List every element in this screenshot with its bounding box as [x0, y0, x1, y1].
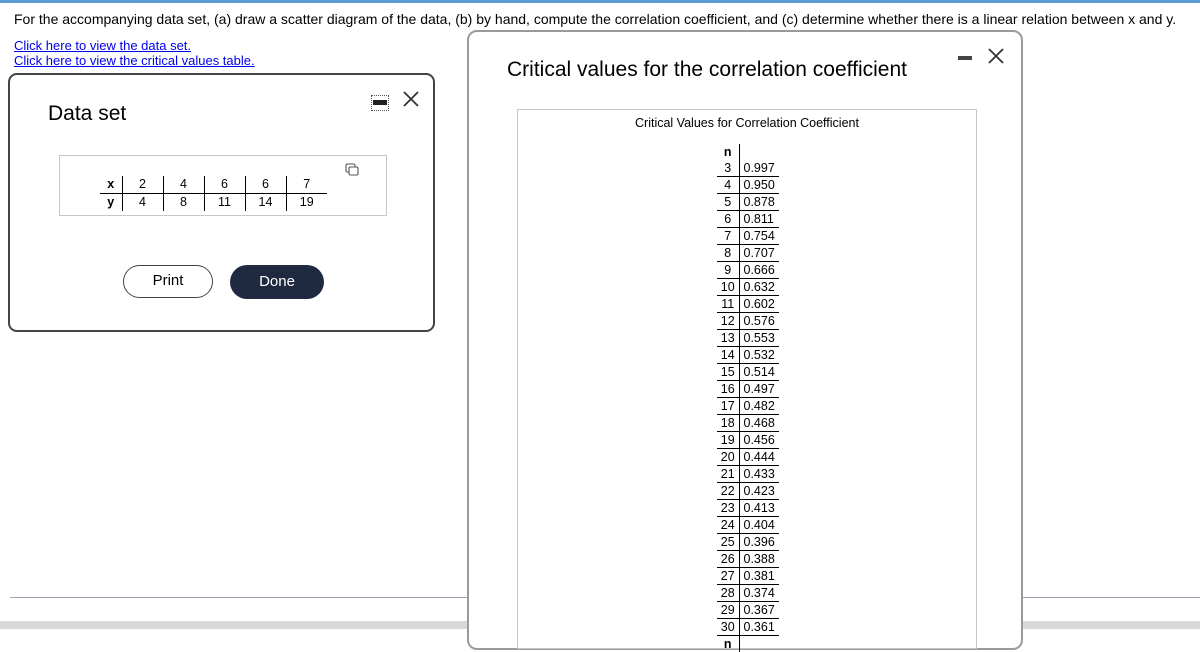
- sample-size-cell: 28: [717, 585, 739, 602]
- y-value-cell: 11: [204, 194, 245, 212]
- top-accent-rule: [0, 0, 1200, 3]
- y-row-label: y: [100, 194, 122, 212]
- table-row: [717, 245, 779, 262]
- minimize-icon[interactable]: [956, 52, 974, 64]
- sample-size-cell: 24: [717, 517, 739, 534]
- critical-value-cell: 0.754: [739, 228, 779, 245]
- sample-size-cell: 30: [717, 619, 739, 636]
- minimize-icon[interactable]: [371, 95, 389, 111]
- critical-value-cell: 0.707: [739, 245, 779, 262]
- sample-size-cell: 11: [717, 296, 739, 313]
- x-value-cell: 6: [245, 176, 286, 194]
- table-row: [717, 602, 779, 619]
- sample-size-cell: 21: [717, 466, 739, 483]
- data-dialog-title: Data set: [48, 102, 126, 126]
- critical-panel-title: Critical Values for Correlation Coefficient: [518, 116, 976, 130]
- table-row: [717, 194, 779, 211]
- critical-value-cell: 0.666: [739, 262, 779, 279]
- critical-value-cell: 0.811: [739, 211, 779, 228]
- sample-size-cell: 9: [717, 262, 739, 279]
- critical-values-table: [717, 144, 779, 652]
- sample-size-cell: 4: [717, 177, 739, 194]
- sample-size-cell: 3: [717, 160, 739, 177]
- critical-dialog-title: Critical values for the correlation coefficient: [507, 58, 907, 82]
- x-value-cell: 2: [122, 176, 163, 194]
- critical-value-cell: 0.602: [739, 296, 779, 313]
- table-row: [717, 211, 779, 228]
- table-row: [717, 296, 779, 313]
- done-button[interactable]: Done: [230, 265, 324, 299]
- table-row: [717, 415, 779, 432]
- sample-size-cell: 14: [717, 347, 739, 364]
- critical-value-cell: 0.553: [739, 330, 779, 347]
- table-row: [717, 500, 779, 517]
- table-row: [717, 517, 779, 534]
- column-footer-n: n: [717, 636, 739, 652]
- sample-size-cell: 12: [717, 313, 739, 330]
- table-row: [717, 330, 779, 347]
- critical-value-cell: 0.388: [739, 551, 779, 568]
- sample-size-cell: 13: [717, 330, 739, 347]
- sample-size-cell: 20: [717, 449, 739, 466]
- sample-size-cell: 18: [717, 415, 739, 432]
- critical-value-cell: 0.381: [739, 568, 779, 585]
- sample-size-cell: 22: [717, 483, 739, 500]
- table-row: [717, 551, 779, 568]
- critical-value-cell: 0.950: [739, 177, 779, 194]
- critical-value-cell: 0.396: [739, 534, 779, 551]
- critical-value-cell: 0.367: [739, 602, 779, 619]
- sample-size-cell: 5: [717, 194, 739, 211]
- critical-value-cell: 0.532: [739, 347, 779, 364]
- y-value-cell: 14: [245, 194, 286, 212]
- critical-value-cell: 0.456: [739, 432, 779, 449]
- critical-values-panel: [517, 109, 977, 649]
- table-row: [717, 381, 779, 398]
- critical-value-cell: 0.374: [739, 585, 779, 602]
- table-row: [717, 585, 779, 602]
- critical-value-cell: 0.423: [739, 483, 779, 500]
- copy-icon[interactable]: [345, 163, 359, 177]
- critical-value-cell: 0.497: [739, 381, 779, 398]
- sample-size-cell: 8: [717, 245, 739, 262]
- y-value-cell: 19: [286, 194, 327, 212]
- sample-size-cell: 6: [717, 211, 739, 228]
- critical-value-cell: 0.632: [739, 279, 779, 296]
- critical-values-dialog: [467, 30, 1023, 650]
- critical-value-cell: 0.482: [739, 398, 779, 415]
- critical-value-cell: 0.576: [739, 313, 779, 330]
- table-row: [717, 177, 779, 194]
- table-row: [717, 347, 779, 364]
- sample-size-cell: 23: [717, 500, 739, 517]
- sample-size-cell: 19: [717, 432, 739, 449]
- close-icon[interactable]: [401, 89, 421, 109]
- critical-value-cell: 0.444: [739, 449, 779, 466]
- table-row: [717, 262, 779, 279]
- sample-size-cell: 25: [717, 534, 739, 551]
- close-icon[interactable]: [986, 46, 1006, 66]
- view-critical-values-link[interactable]: Click here to view the critical values table.: [14, 53, 255, 68]
- table-row: [717, 432, 779, 449]
- table-row: [717, 313, 779, 330]
- table-row: [717, 279, 779, 296]
- table-row: [717, 160, 779, 177]
- column-header-n: n: [717, 144, 739, 160]
- x-row-label: x: [100, 176, 122, 194]
- critical-value-cell: 0.404: [739, 517, 779, 534]
- critical-value-cell: 0.413: [739, 500, 779, 517]
- sample-size-cell: 10: [717, 279, 739, 296]
- view-data-set-link[interactable]: Click here to view the data set.: [14, 38, 191, 53]
- critical-value-cell: 0.514: [739, 364, 779, 381]
- question-text: For the accompanying data set, (a) draw a scatter diagram of the data, (b) by hand, compute the correlation coefficient, and (c) determine whether there is a linear relation between x and y.: [14, 11, 1176, 27]
- data-table-panel: [59, 155, 387, 216]
- critical-value-cell: 0.433: [739, 466, 779, 483]
- data-table: [100, 176, 327, 211]
- table-row: [717, 364, 779, 381]
- print-button[interactable]: Print: [123, 265, 213, 298]
- critical-value-cell: 0.878: [739, 194, 779, 211]
- sample-size-cell: 7: [717, 228, 739, 245]
- table-row: [717, 398, 779, 415]
- sample-size-cell: 27: [717, 568, 739, 585]
- x-value-cell: 7: [286, 176, 327, 194]
- table-row: [717, 619, 779, 636]
- y-value-cell: 4: [122, 194, 163, 212]
- table-row: [717, 466, 779, 483]
- critical-value-cell: 0.997: [739, 160, 779, 177]
- data-set-dialog: [8, 73, 435, 332]
- critical-value-cell: 0.468: [739, 415, 779, 432]
- y-value-cell: 8: [163, 194, 204, 212]
- sample-size-cell: 26: [717, 551, 739, 568]
- sample-size-cell: 16: [717, 381, 739, 398]
- sample-size-cell: 15: [717, 364, 739, 381]
- critical-value-cell: 0.361: [739, 619, 779, 636]
- table-row: [717, 449, 779, 466]
- table-row: [717, 568, 779, 585]
- table-row: [717, 534, 779, 551]
- x-value-cell: 6: [204, 176, 245, 194]
- table-row: [717, 228, 779, 245]
- x-value-cell: 4: [163, 176, 204, 194]
- sample-size-cell: 29: [717, 602, 739, 619]
- sample-size-cell: 17: [717, 398, 739, 415]
- table-row: [717, 483, 779, 500]
